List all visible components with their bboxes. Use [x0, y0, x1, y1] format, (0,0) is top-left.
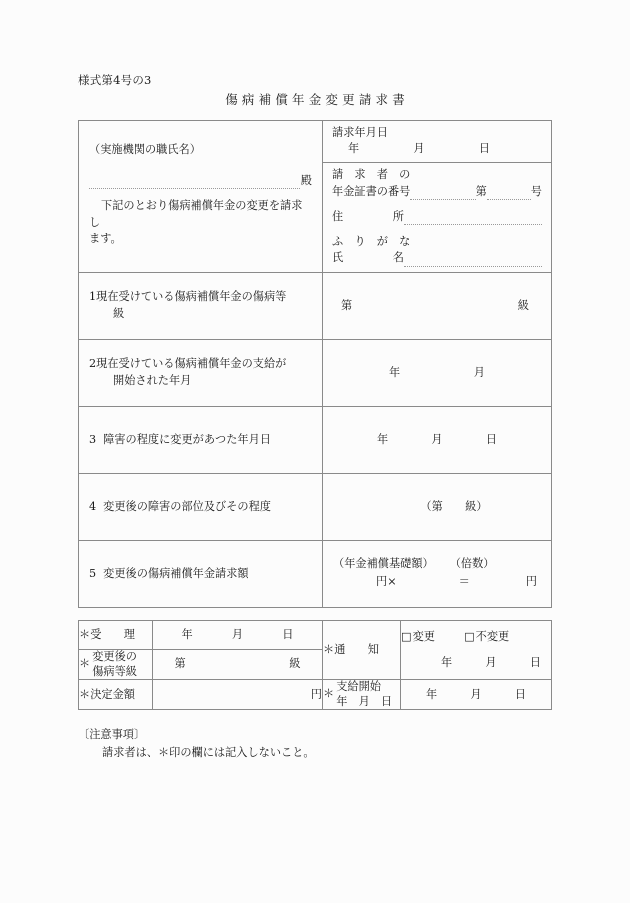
month-label: 月: [473, 365, 485, 379]
grade-spread: [175, 656, 301, 672]
notice-detail-cell[interactable]: [401, 621, 552, 680]
equals-sign: ＝: [458, 575, 470, 589]
start-date-fields: [401, 687, 551, 703]
month-label: 月: [231, 627, 244, 641]
dotted-leader: [89, 177, 300, 189]
day-label: 日: [529, 655, 541, 669]
item-3-value: [323, 432, 551, 448]
receipt-label: ＊受 理: [79, 621, 153, 650]
request-date-row: [323, 121, 551, 162]
decided-amount-label: ＊決定金額: [79, 680, 153, 710]
honorific-label: 殿: [300, 173, 312, 187]
certificate-dai: 第: [475, 184, 487, 198]
day-label: 日: [514, 687, 526, 701]
year-label: 年: [441, 655, 453, 669]
new-grade-label-line2: 傷病等級: [92, 664, 137, 678]
item-2-value-cell[interactable]: [323, 339, 552, 406]
no-change-checkbox[interactable]: [464, 630, 509, 643]
day-label: 日: [478, 142, 490, 156]
month-label: 月: [413, 142, 425, 156]
item-3-date-fields: [377, 432, 497, 448]
request-date-fields[interactable]: [348, 141, 490, 157]
form-number: 様式第4号の3: [78, 73, 152, 87]
day-label: 日: [485, 432, 497, 446]
item-1-label-line1: 現在受けている傷病補償年金の傷病等: [96, 290, 287, 304]
certificate-number-line[interactable]: [332, 184, 542, 200]
name-label: [332, 250, 404, 266]
item-4-value: （第 級）: [420, 499, 488, 513]
request-date-label: 請求年月日: [332, 126, 388, 139]
table-row: [79, 621, 552, 650]
item-2-label-line2: 開始された年月: [113, 373, 192, 387]
item-4-number: 4: [89, 499, 97, 513]
change-label: 変更: [412, 630, 435, 644]
start-date-label-line2: 年 月 日: [336, 694, 393, 708]
item-5-value-cell[interactable]: [323, 540, 552, 607]
base-amount-label: （年金補償基礎額）: [333, 556, 434, 570]
new-grade-value: [153, 656, 322, 672]
item-3-number: 3: [89, 432, 97, 446]
start-date-label-line1: 支給開始: [336, 680, 381, 694]
notes-heading: 〔注意事項〕: [78, 728, 146, 741]
item-1-label: [79, 285, 322, 325]
notes-body: 請求者は、＊印の欄には記入しないこと。: [102, 745, 315, 759]
table-row: [79, 680, 552, 710]
item-5-label-line1: 変更後の傷病補償年金請求額: [103, 566, 249, 580]
item-5-number: 5: [89, 566, 97, 580]
yen-result: 円: [525, 575, 537, 589]
table-row: [79, 406, 552, 473]
table-row: [79, 473, 552, 540]
item-1-kyu: 級: [517, 298, 529, 312]
notice-checkbox-row[interactable]: [401, 629, 551, 645]
item-5-formula-header: [323, 553, 551, 572]
item-2-number: 2: [89, 357, 97, 371]
document-title: 傷病補償年金変更請求書: [225, 92, 409, 107]
multiplier-label: （倍数）: [449, 556, 495, 570]
certificate-label-line2: 年金証書の番号: [332, 184, 411, 198]
date-spread: [182, 627, 294, 643]
receipt-date-fields: [153, 627, 322, 643]
item-2-label-cell: [79, 339, 323, 406]
address-label-2: 所: [392, 209, 404, 223]
agency-cell: [79, 121, 323, 273]
item-2-label-line1: 現在受けている傷病補償年金の支給が: [96, 357, 287, 371]
month-label: 月: [485, 655, 497, 669]
no-change-label: 不変更: [475, 630, 510, 644]
applicant-identity-cell: [323, 163, 552, 272]
table-row: [79, 121, 552, 163]
address-label: [332, 209, 404, 225]
year-label: 年: [389, 365, 401, 379]
certificate-gou: 号: [530, 184, 542, 198]
agency-input-line[interactable]: [79, 173, 322, 189]
address-label-1: 住: [332, 209, 344, 223]
item-1-number: 1: [89, 290, 97, 304]
name-line[interactable]: [332, 250, 542, 266]
day-label: 日: [282, 627, 294, 641]
new-grade-label-line1: 変更後の: [92, 650, 137, 663]
certificate-block: [323, 163, 551, 271]
item-5-label: [79, 562, 322, 586]
certificate-label-line1: 請 求 者 の: [332, 168, 411, 182]
item-3-value-cell[interactable]: [323, 406, 552, 473]
table-row: [79, 272, 552, 339]
yen-multiply: 円×: [376, 575, 397, 589]
year-label: 年: [181, 627, 193, 641]
furigana-label: ふ り が な: [332, 235, 411, 249]
item-1-label-cell: [79, 272, 323, 339]
request-statement-line1: 下記のとおり傷病補償年金の変更を請求し: [89, 198, 303, 229]
request-date-cell: [323, 121, 552, 163]
start-date-label: [323, 680, 401, 710]
month-label: 月: [470, 687, 482, 701]
item-2-date-fields: [389, 365, 485, 381]
official-use-table: [78, 620, 552, 710]
item-3-label-line1: 障害の程度に変更があつた年月日: [103, 432, 271, 446]
name-label-2: 名: [392, 251, 404, 265]
item-1-value: [323, 298, 551, 314]
address-line[interactable]: [332, 209, 542, 225]
yen-label: 円: [310, 687, 322, 701]
new-grade-value-cell[interactable]: [153, 650, 323, 680]
date-spread: [441, 655, 541, 671]
change-checkbox[interactable]: [401, 630, 435, 643]
item-1-value-cell[interactable]: [323, 272, 552, 339]
item-2-label: [79, 352, 322, 392]
dotted-leader: [487, 188, 531, 200]
table-row: [79, 339, 552, 406]
main-form-table: [78, 120, 552, 608]
grade-kyu: 級: [289, 657, 301, 671]
item-4-label: [79, 495, 322, 519]
year-label: 年: [348, 142, 360, 156]
asterisk-icon: ＊: [323, 687, 335, 701]
request-statement-line2: ます。: [89, 232, 122, 246]
notice-date-fields: [401, 655, 551, 671]
notice-label: ＊通 知: [323, 621, 401, 680]
table-row: [79, 540, 552, 607]
item-4-value-cell[interactable]: [323, 473, 552, 540]
checkbox-icon: □: [464, 630, 475, 644]
date-spread: [426, 687, 526, 703]
agency-label: （実施機関の職氏名）: [89, 143, 201, 157]
item-1-label-line2: 級: [113, 306, 125, 320]
name-label-1: 氏: [332, 251, 344, 265]
item-3-label-cell: [79, 406, 323, 473]
notes-section: [78, 726, 315, 762]
item-1-dai: 第: [341, 298, 353, 312]
checkbox-icon: □: [401, 630, 412, 644]
request-statement: [79, 189, 322, 258]
item-2-value: [323, 365, 551, 381]
receipt-date-cell[interactable]: [153, 621, 323, 650]
item-5-formula-line: [323, 572, 551, 594]
decided-amount-cell[interactable]: [153, 680, 323, 710]
dotted-leader: [404, 213, 542, 225]
item-4-label-line1: 変更後の障害の部位及びその程度: [103, 499, 271, 513]
year-label: 年: [426, 687, 438, 701]
item-5-label-cell: [79, 540, 323, 607]
dotted-leader: [404, 255, 542, 267]
grade-dai: 第: [174, 657, 186, 671]
start-date-value-cell[interactable]: [401, 680, 552, 710]
new-grade-label: [79, 650, 153, 680]
item-3-label: [79, 428, 322, 452]
dotted-leader: [410, 188, 475, 200]
item-4-label-cell: [79, 473, 323, 540]
month-label: 月: [431, 432, 443, 446]
year-label: 年: [377, 432, 389, 446]
asterisk-icon: ＊: [79, 657, 91, 671]
